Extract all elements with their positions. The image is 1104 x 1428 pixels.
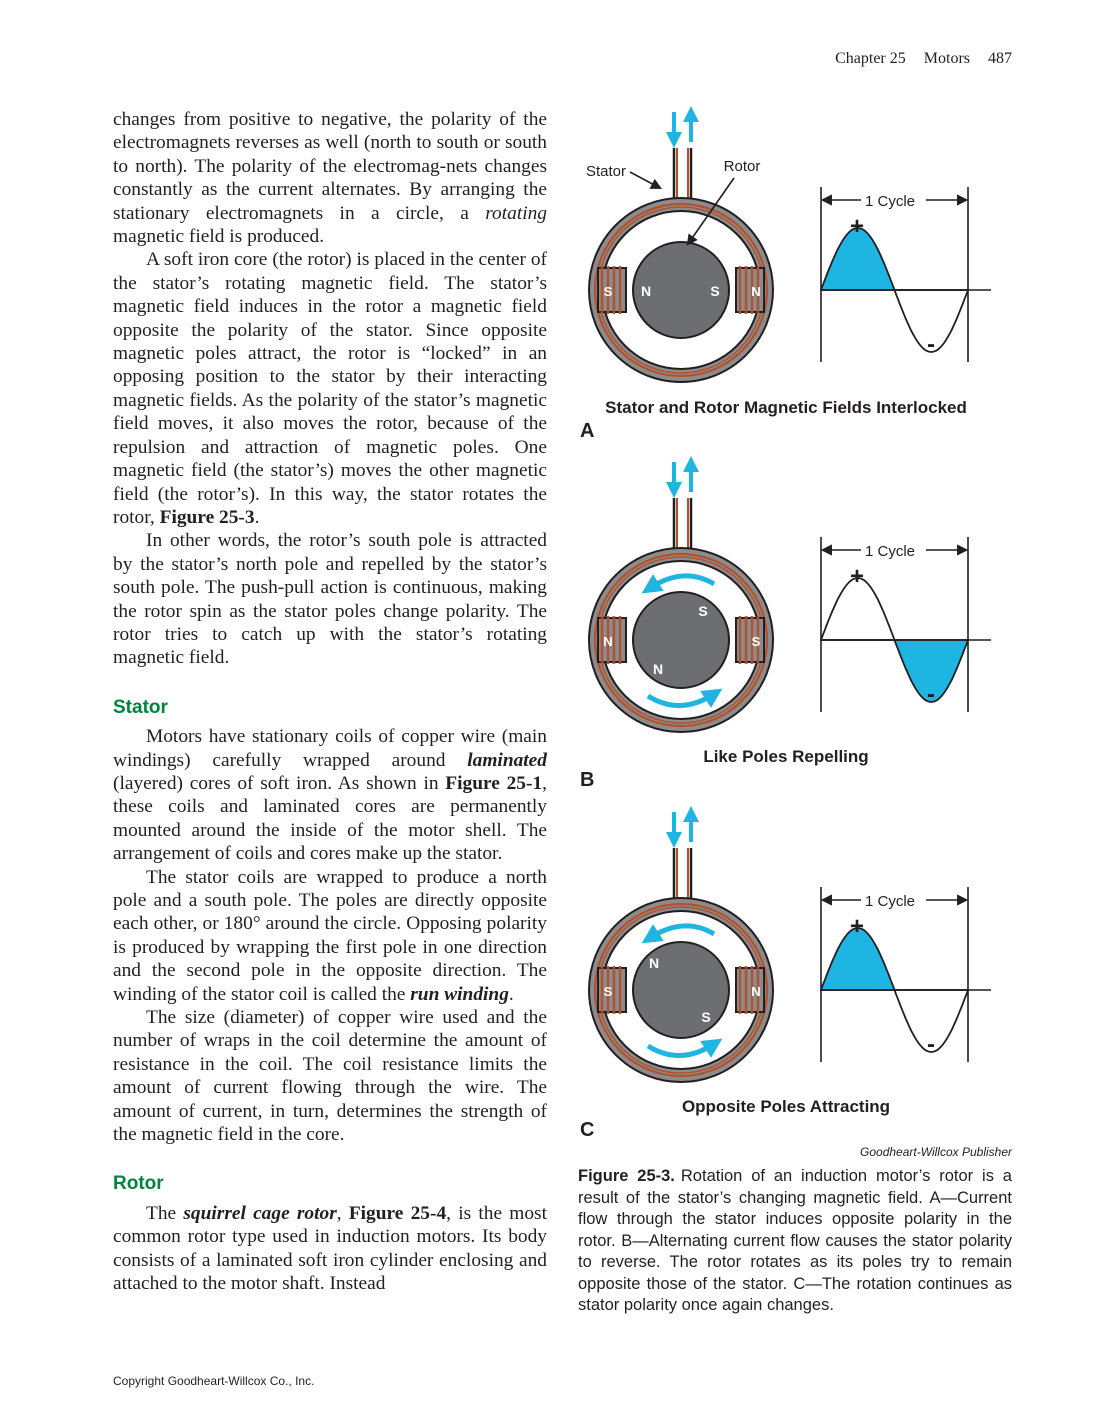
page-number: 487 — [988, 50, 1012, 67]
text-run: Motors have stationary coils of copper wire (main windings) carefully wrapped around — [113, 726, 547, 771]
motor-panel-a — [580, 112, 991, 442]
paragraph-7 — [113, 1202, 547, 1296]
panel-letter: B — [580, 769, 595, 791]
paragraph-6 — [113, 1006, 547, 1146]
lead-wires-copper — [677, 498, 688, 550]
text-run: , — [336, 1202, 349, 1224]
rotor-pole-top: S — [698, 603, 708, 619]
paragraph-5 — [113, 866, 547, 1006]
panel-title: Stator and Rotor Magnetic Fields Interlocked — [605, 398, 967, 417]
cycle-label: 1 Cycle — [864, 193, 916, 210]
text-run: The size (diameter) of copper wire used and the number of wraps in the coil determine the amount of resistance in the coil. The coil resistance limits the amount of current flowing through the wire. The amount of current, in turn, determines the strength of the magnetic field in the core. — [113, 1007, 547, 1146]
panel-title: Opposite Poles Attracting — [681, 1097, 891, 1116]
panel-letter: A — [580, 420, 595, 442]
rotor-pole-right: S — [710, 283, 720, 299]
text-run: The stator coils are wrapped to produce a north pole and a south pole. The poles are directly opposite each other, or 180° around the circle. Opposing polarity is produced by wrapping the first pole in one direction and the second pole in the opposite direction. The winding of the stator coil is called the — [113, 866, 547, 1005]
left-stator-pole-label: S — [603, 284, 613, 299]
text-run: The — [146, 1202, 184, 1224]
text-run: squirrel cage rotor — [183, 1202, 337, 1224]
paragraph-4 — [113, 725, 547, 865]
rotor-pole-top: N — [648, 955, 660, 971]
text-run: (layered) cores of soft iron. As shown in — [113, 772, 446, 794]
text-run: changes from positive to negative, the polarity of the electromagnets reverses as well (north to south or south to north). The polarity of the electromag-nets changes constantly as the current alternates. By arranging the stationary electromagnets in a circle, a — [113, 109, 547, 224]
rotor-pole-bottom: S — [701, 1009, 711, 1025]
running-header — [835, 50, 1012, 68]
paragraph-3 — [113, 529, 547, 669]
figure-caption — [578, 1166, 1012, 1317]
rotor-callout: Rotor — [723, 158, 761, 175]
rotor — [633, 592, 729, 688]
right-stator-pole-label: N — [751, 984, 761, 999]
paragraph-2 — [113, 248, 547, 529]
chapter-title: Motors — [923, 50, 970, 67]
motor-panel-c — [580, 812, 991, 1140]
lead-wires-copper — [677, 148, 688, 200]
positive-sign: + — [849, 913, 865, 940]
negative-sign: - — [927, 1031, 935, 1058]
text-run: laminated — [467, 749, 547, 771]
text-run: . — [508, 983, 514, 1005]
negative-sign: - — [927, 331, 935, 358]
text-run: run winding — [410, 983, 509, 1005]
rotor-heading: Rotor — [113, 1173, 164, 1195]
text-run: Figure 25-4 — [348, 1202, 447, 1224]
right-stator-pole-label: S — [751, 634, 761, 649]
text-run: In other words, the rotor’s south pole is attracted by the stator’s north pole and repelled by the stator’s south pole. The push-pull action is continuous, making the rotor spin as the stator poles change polarity. The rotor tries to catch up with the stator’s rotating magnetic field. — [113, 530, 547, 669]
motor-diagram — [576, 100, 1016, 1140]
stator-callout-leader — [630, 172, 660, 188]
copyright-footer: Copyright Goodheart-Willcox Co., Inc. — [113, 1374, 315, 1388]
text-run: A soft iron core (the rotor) is placed in the center of the stator’s rotating magnetic field. The stator’s magnetic field induces in the rotor a magnetic field opposite the polarity of the stator. Since opposite magnetic poles attract, the rotor is “locked” in an opposing position to the stator by their interacting magnetic fields. As the polarity of the stator’s magnetic field moves, it also moves the rotor, because of the repulsion and attraction of magnetic poles. One magnetic field (the stator’s) moves the other magnetic field (the rotor’s). In this way, the stator rotates the rotor, — [113, 249, 547, 528]
left-stator-pole-label: N — [603, 634, 613, 649]
positive-sign: + — [849, 563, 865, 590]
motor-panel-b — [580, 462, 991, 791]
cycle-label: 1 Cycle — [864, 893, 916, 910]
panel-title: Like Poles Repelling — [703, 747, 869, 766]
negative-sign: - — [927, 681, 935, 708]
figure-25-3 — [576, 100, 1016, 1140]
chapter-number: Chapter 25 — [835, 50, 906, 67]
rotor-pole-bottom: N — [652, 661, 664, 677]
text-run: Figure 25-3 — [159, 506, 255, 528]
text-run: , is the most common rotor type used in induction motors. Its body consists of a laminated soft iron cylinder enclosing and attached to the motor shaft. Instead — [113, 1202, 547, 1295]
caption-label: Figure 25-3. — [578, 1167, 675, 1185]
figure-credit: Goodheart-Willcox Publisher — [860, 1145, 1012, 1159]
body-text-column — [113, 108, 547, 1296]
text-run: , these coils and laminated cores are permanently mounted around the inside of the motor shell. The arrangement of coils and cores make up the stator. — [113, 772, 547, 865]
lead-wires-copper — [677, 848, 688, 900]
rotor-pole-left: N — [640, 283, 652, 299]
text-run: . — [254, 506, 260, 528]
text-run: magnetic field is produced. — [113, 226, 325, 248]
stator-callout: Stator — [585, 163, 627, 180]
right-stator-pole-label: N — [751, 284, 761, 299]
rotor — [633, 942, 729, 1038]
panel-letter: C — [580, 1119, 595, 1140]
text-run: Figure 25-1 — [445, 772, 543, 794]
stator-heading: Stator — [113, 696, 168, 718]
caption-text: Rotation of an induction motor’s rotor is a result of the stator’s changing magnetic field. A—Current flow through the stator induces opposite polarity in the rotor. B—Alternating current flow causes the stator polarity to reverse. The rotor rotates as its poles try to remain opposite those of the stator. C—The rotation continues as stator polarity once again changes. — [578, 1167, 1012, 1314]
paragraph-1 — [113, 108, 547, 248]
cycle-label: 1 Cycle — [864, 543, 916, 560]
positive-sign: + — [849, 213, 865, 240]
left-stator-pole-label: S — [603, 984, 613, 999]
text-run: rotating — [485, 202, 547, 224]
